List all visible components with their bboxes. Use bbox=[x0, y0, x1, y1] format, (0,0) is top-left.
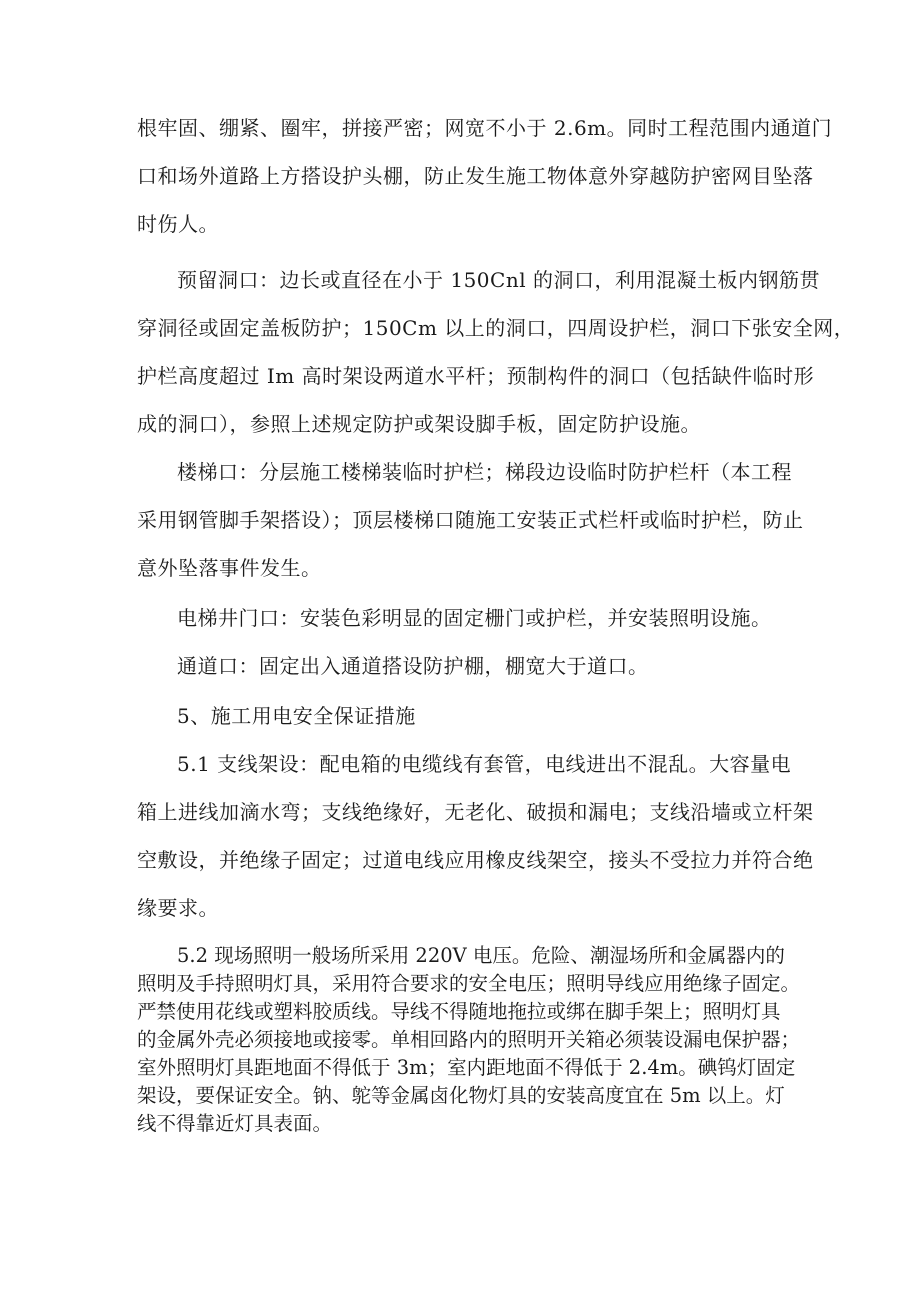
text-line-18: 5.2 现场照明一般场所采用 220V 电压。危险、潮湿场所和金属器内的 bbox=[177, 944, 785, 967]
text-line-16: 空敷设，并绝缘子固定；过道电线应用橡皮线架空，接头不受拉力并符合绝 bbox=[137, 848, 814, 872]
text-line-15: 箱上进线加滴水弯；支线绝缘好，无老化、破损和漏电；支线沿墙或立杆架 bbox=[137, 800, 814, 824]
text-line-17: 缘要求。 bbox=[137, 896, 219, 920]
text-line-21: 的金属外壳必须接地或接零。单相回路内的照明开关箱必须装设漏电保护器； bbox=[137, 1028, 801, 1051]
text-line-11: 电梯井门口：安装色彩明显的固定栅门或护栏，并安装照明设施。 bbox=[177, 606, 772, 630]
text-line-7: 成的洞口），参照上述规定防护或架设脚手板，固定防护设施。 bbox=[137, 412, 701, 436]
text-line-23: 架设，要保证安全。钠、鸵等金属卤化物灯具的安装高度宜在 5m 以上。灯 bbox=[137, 1084, 785, 1107]
text-line-12: 通道口：固定出入通道搭设防护棚，棚宽大于道口。 bbox=[177, 654, 649, 678]
text-line-4: 预留洞口：边长或直径在小于 150Cnl 的洞口，利用混凝土板内钢筋贯 bbox=[177, 268, 820, 292]
text-line-1: 根牢固、绷紧、圈牢，拼接严密；网宽不小于 2.6m。同时工程范围内通道门 bbox=[137, 116, 833, 140]
text-line-24: 线不得靠近灯具表面。 bbox=[137, 1112, 333, 1135]
section-heading: 5、施工用电安全保证措施 bbox=[177, 704, 416, 728]
text-line-8: 楼梯口：分层施工楼梯装临时护栏；梯段边设临时防护栏杆（本工程 bbox=[177, 460, 792, 484]
text-line-22: 室外照明灯具距地面不得低于 3m；室内距地面不得低于 2.4m。碘钨灯固定 bbox=[137, 1056, 796, 1079]
text-line-2: 口和场外道路上方搭设护头棚，防止发生施工物体意外穿越防护密网目坠落 bbox=[137, 164, 814, 188]
text-line-10: 意外坠落事件发生。 bbox=[137, 556, 322, 580]
text-line-6: 护栏高度超过 Im 高时架设两道水平杆；预制构件的洞口（包括缺件临时形 bbox=[137, 364, 815, 388]
text-line-9: 采用钢管脚手架搭设）；顶层楼梯口随施工安装正式栏杆或临时护栏，防止 bbox=[137, 508, 804, 532]
text-line-20: 严禁使用花线或塑料胶质线。导线不得随地拖拉或绑在脚手架上；照明灯具 bbox=[137, 1000, 781, 1023]
text-line-14: 5.1 支线架设：配电箱的电缆线有套管，电线进出不混乱。大容量电 bbox=[177, 752, 792, 776]
text-line-3: 时伤人。 bbox=[137, 212, 219, 236]
text-line-5: 穿洞径或固定盖板防护；150Cm 以上的洞口，四周设护栏，洞口下张安全网， bbox=[137, 316, 855, 340]
text-line-19: 照明及手持照明灯具，采用符合要求的安全电压；照明导线应用绝缘子固定。 bbox=[137, 972, 801, 995]
